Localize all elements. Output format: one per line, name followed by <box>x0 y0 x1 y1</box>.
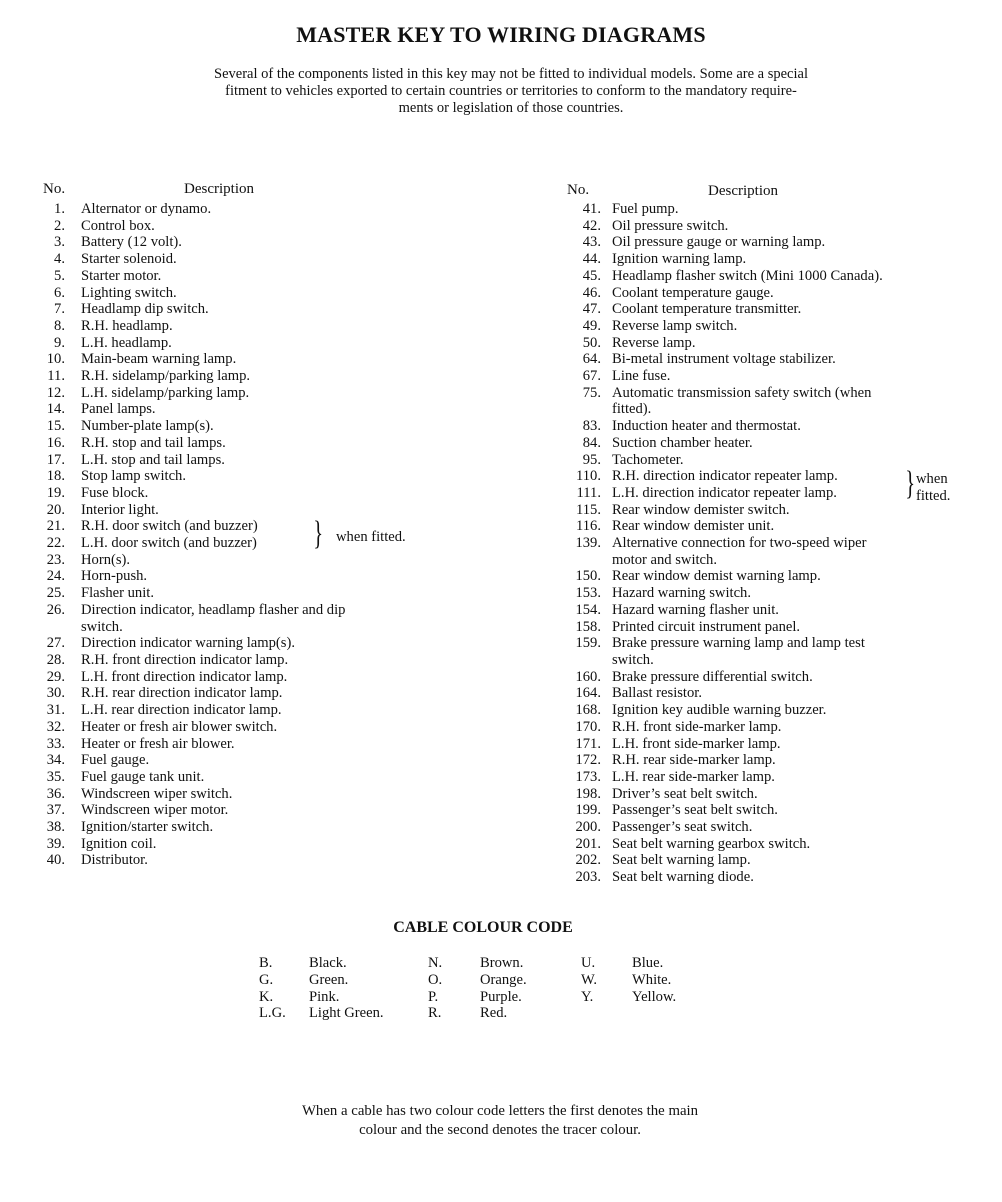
colour-code-letter: Y. <box>581 988 594 1005</box>
item-number: 154. <box>575 601 601 618</box>
colour-name: Yellow. <box>632 988 677 1005</box>
intro-line: ments or legislation of those countries. <box>398 100 624 116</box>
item-description: Number-plate lamp(s). <box>81 418 214 435</box>
item-description: Control box. <box>81 217 155 234</box>
item-description: Fuel gauge. <box>81 752 150 769</box>
key-list-item <box>560 635 980 668</box>
item-number: 43. <box>582 234 601 251</box>
item-description-continued: motor and switch. <box>612 551 717 568</box>
item-number: 172. <box>575 752 601 769</box>
column-header <box>560 181 980 201</box>
item-description: Seat belt warning lamp. <box>612 852 751 869</box>
item-number: 23. <box>46 551 65 568</box>
item-description: L.H. headlamp. <box>81 334 172 351</box>
item-description: Printed circuit instrument panel. <box>612 618 801 635</box>
colour-name: Red. <box>480 1005 508 1022</box>
key-list-item <box>38 335 518 352</box>
item-number: 14. <box>46 401 65 418</box>
left-rows <box>38 201 518 869</box>
key-list-item <box>38 418 518 435</box>
colour-name: Pink. <box>309 988 340 1005</box>
item-number: 6. <box>54 284 65 301</box>
item-number: 199. <box>575 802 601 819</box>
item-number: 49. <box>582 317 601 334</box>
item-number: 170. <box>575 718 601 735</box>
item-number: 10. <box>46 351 65 368</box>
key-list-item <box>560 602 980 619</box>
item-description: Panel lamps. <box>81 401 156 418</box>
item-description: R.H. direction indicator repeater lamp. <box>612 468 838 485</box>
item-description: Interior light. <box>81 501 159 518</box>
key-list-item <box>38 652 518 669</box>
item-description: L.H. sidelamp/parking lamp. <box>81 384 250 401</box>
item-number: 171. <box>575 735 601 752</box>
item-description: Ignition warning lamp. <box>612 251 747 268</box>
item-description: Seat belt warning gearbox switch. <box>612 835 811 852</box>
intro-line: fitment to vehicles exported to certain countries or territories to conform to the mandatory require- <box>225 83 797 99</box>
key-list-item <box>38 635 518 652</box>
item-number: 27. <box>46 635 65 652</box>
key-list-item <box>560 819 980 836</box>
item-number: 150. <box>575 568 601 585</box>
intro-line: Several of the components listed in this key may not be fitted to individual models. Some are a special <box>214 66 808 82</box>
item-number: 67. <box>582 368 601 385</box>
item-number: 158. <box>575 618 601 635</box>
item-number: 37. <box>46 802 65 819</box>
item-number: 9. <box>54 334 65 351</box>
key-list-item <box>38 502 518 519</box>
item-description: Hazard warning switch. <box>612 585 751 602</box>
item-number: 38. <box>46 819 65 836</box>
key-list-item <box>560 685 980 702</box>
header-no: No. <box>43 181 66 197</box>
key-list-item <box>38 452 518 469</box>
key-list-item <box>560 351 980 368</box>
item-number: 47. <box>582 301 601 318</box>
item-description: R.H. sidelamp/parking lamp. <box>81 368 251 385</box>
item-description: L.H. front side-marker lamp. <box>612 735 781 752</box>
item-number: 3. <box>54 234 65 251</box>
item-description: Hazard warning flasher unit. <box>612 601 779 618</box>
item-number: 202. <box>575 852 601 869</box>
key-list-item <box>560 418 980 435</box>
key-list-item <box>38 702 518 719</box>
item-number: 40. <box>46 852 65 869</box>
key-list-item <box>560 518 980 535</box>
item-description: Direction indicator, headlamp flasher and dip <box>81 601 346 618</box>
item-number: 28. <box>46 651 65 668</box>
key-list-item <box>38 802 518 819</box>
item-description: Suction chamber heater. <box>612 434 753 451</box>
item-number: 29. <box>46 668 65 685</box>
key-list-item <box>38 719 518 736</box>
item-description: L.H. direction indicator repeater lamp. <box>612 484 837 501</box>
item-number: 35. <box>46 768 65 785</box>
key-list-item <box>560 568 980 585</box>
page-title: MASTER KEY TO WIRING DIAGRAMS <box>296 22 706 47</box>
colour-name: Blue. <box>632 955 664 971</box>
item-description: Rear window demister switch. <box>612 501 790 518</box>
key-list-item <box>560 869 980 886</box>
item-description: Main-beam warning lamp. <box>81 351 237 368</box>
item-description: Horn(s). <box>81 551 131 568</box>
key-list-item <box>560 335 980 352</box>
item-description: Battery (12 volt). <box>81 234 182 251</box>
item-description: Windscreen wiper motor. <box>81 802 229 819</box>
right-rows <box>560 201 980 886</box>
key-list-item <box>38 301 518 318</box>
item-number: 111. <box>576 484 601 501</box>
item-description: Tachometer. <box>612 451 684 468</box>
item-number: 4. <box>54 251 65 268</box>
item-description: Alternator or dynamo. <box>81 201 212 217</box>
item-description: Reverse lamp switch. <box>612 317 738 334</box>
key-list-item <box>560 301 980 318</box>
key-list-item <box>560 669 980 686</box>
header-description: Description <box>708 183 778 199</box>
key-list-item <box>38 535 518 552</box>
key-list-item <box>38 385 518 402</box>
key-list-item <box>38 234 518 251</box>
key-list-item <box>38 401 518 418</box>
item-description: Heater or fresh air blower. <box>81 735 235 752</box>
item-description: L.H. rear direction indicator lamp. <box>81 702 282 719</box>
item-description: Driver’s seat belt switch. <box>612 785 758 802</box>
item-description: Distributor. <box>81 852 148 869</box>
item-number: 15. <box>46 418 65 435</box>
key-list-item <box>560 619 980 636</box>
colour-code-letter: K. <box>259 988 274 1005</box>
key-list-item <box>38 318 518 335</box>
item-number: 1. <box>54 201 65 217</box>
item-description: Passenger’s seat switch. <box>612 819 753 836</box>
item-description: Ignition/starter switch. <box>81 819 214 836</box>
item-number: 21. <box>46 518 65 535</box>
colour-name: Black. <box>309 955 347 971</box>
key-list-item <box>560 251 980 268</box>
fitted-note-line2: fitted. <box>916 488 951 504</box>
item-number: 25. <box>46 585 65 602</box>
footer-note <box>230 1102 770 1140</box>
item-description: Alternative connection for two-speed wiper <box>612 535 867 552</box>
header-no: No. <box>567 182 590 198</box>
item-description: Automatic transmission safety switch (when <box>612 384 872 401</box>
right-brace-icon: } <box>313 515 324 552</box>
item-description: Fuse block. <box>81 484 149 501</box>
key-list-item <box>38 836 518 853</box>
when-note-line1: when <box>916 471 948 487</box>
colour-code-letter: G. <box>259 971 274 988</box>
key-list-item <box>560 769 980 786</box>
item-description: Starter solenoid. <box>81 251 177 268</box>
key-list-item <box>38 468 518 485</box>
item-description: Bi-metal instrument voltage stabilizer. <box>612 351 836 368</box>
item-number: 12. <box>46 384 65 401</box>
key-list-item <box>38 786 518 803</box>
key-list-item <box>560 234 980 251</box>
item-description: Horn-push. <box>81 568 148 585</box>
key-list-item <box>560 201 980 218</box>
item-description: L.H. stop and tail lamps. <box>81 451 225 468</box>
item-description: Lighting switch. <box>81 284 177 301</box>
key-list-item <box>560 802 980 819</box>
item-number: 153. <box>575 585 601 602</box>
item-number: 50. <box>582 334 601 351</box>
item-description-continued: switch. <box>81 618 123 635</box>
item-number: 42. <box>582 217 601 234</box>
key-list-item <box>560 585 980 602</box>
item-description: L.H. front direction indicator lamp. <box>81 668 288 685</box>
item-description: Induction heater and thermostat. <box>612 418 801 435</box>
item-number: 20. <box>46 501 65 518</box>
item-description: Starter motor. <box>81 267 162 284</box>
key-list-item <box>38 585 518 602</box>
column-header <box>38 181 518 201</box>
colour-code-letter: O. <box>428 971 443 988</box>
key-list-item <box>560 435 980 452</box>
key-list-item <box>560 535 980 568</box>
key-list-item <box>38 268 518 285</box>
item-number: 201. <box>575 835 601 852</box>
item-description: Passenger’s seat belt switch. <box>612 802 778 819</box>
key-list-item <box>38 552 518 569</box>
key-list-item <box>38 351 518 368</box>
item-description: Rear window demist warning lamp. <box>612 568 821 585</box>
colour-code-letter: B. <box>259 955 273 971</box>
key-list-item <box>38 435 518 452</box>
key-list-item <box>38 518 518 535</box>
item-number: 115. <box>576 501 601 518</box>
intro-paragraph <box>118 66 904 117</box>
key-list-item <box>560 786 980 803</box>
colour-name: Purple. <box>480 988 522 1005</box>
item-number: 44. <box>582 251 601 268</box>
colour-name: Light Green. <box>309 1005 384 1022</box>
when-fitted-note: when fitted. <box>336 529 406 545</box>
key-list-item <box>38 251 518 268</box>
item-number: 19. <box>46 484 65 501</box>
key-list-item <box>38 819 518 836</box>
item-number: 110. <box>576 468 601 485</box>
key-list-item <box>38 602 518 635</box>
key-list-item <box>560 368 980 385</box>
item-number: 26. <box>46 601 65 618</box>
key-list-item <box>38 368 518 385</box>
item-description: Headlamp dip switch. <box>81 301 209 318</box>
item-number: 75. <box>582 384 601 401</box>
item-description: Ballast resistor. <box>612 685 702 702</box>
item-number: 41. <box>582 201 601 217</box>
colour-code-letter: L.G. <box>259 1005 286 1022</box>
key-list-item <box>38 568 518 585</box>
key-list-item <box>560 285 980 302</box>
key-list-item <box>560 719 980 736</box>
item-description: R.H. front direction indicator lamp. <box>81 651 289 668</box>
item-number: 16. <box>46 434 65 451</box>
right-brace-icon: } <box>905 465 916 502</box>
key-list-item <box>560 702 980 719</box>
item-description: R.H. door switch (and buzzer) <box>81 518 258 535</box>
item-description: Brake pressure differential switch. <box>612 668 813 685</box>
item-number: 139. <box>575 535 601 552</box>
key-list-item <box>38 852 518 869</box>
item-description: R.H. front side-marker lamp. <box>612 718 782 735</box>
item-description: Windscreen wiper switch. <box>81 785 233 802</box>
key-list-item <box>38 669 518 686</box>
item-number: 95. <box>582 451 601 468</box>
item-description: Ignition key audible warning buzzer. <box>612 702 827 719</box>
item-description: L.H. door switch (and buzzer) <box>81 535 257 552</box>
cable-colour-code-title: CABLE COLOUR CODE <box>393 919 573 936</box>
item-number: 34. <box>46 752 65 769</box>
item-number: 32. <box>46 718 65 735</box>
key-list-item <box>38 285 518 302</box>
item-number: 33. <box>46 735 65 752</box>
item-description: Oil pressure switch. <box>612 217 729 234</box>
item-number: 36. <box>46 785 65 802</box>
item-number: 30. <box>46 685 65 702</box>
item-number: 83. <box>582 418 601 435</box>
key-list-item <box>560 736 980 753</box>
key-list-item <box>560 836 980 853</box>
colour-name: Brown. <box>480 955 524 971</box>
item-description: Rear window demister unit. <box>612 518 775 535</box>
footer-line: When a cable has two colour code letters the first denotes the main <box>301 1103 699 1119</box>
footer-line: colour and the second denotes the tracer colour. <box>359 1122 641 1138</box>
key-list-item <box>560 385 980 418</box>
key-list-item <box>560 852 980 869</box>
item-description: Stop lamp switch. <box>81 468 186 485</box>
item-description: Fuel gauge tank unit. <box>81 768 205 785</box>
item-number: 168. <box>575 702 601 719</box>
item-number: 39. <box>46 835 65 852</box>
item-number: 116. <box>576 518 601 535</box>
key-list-left <box>38 181 518 869</box>
key-list-item <box>38 685 518 702</box>
item-number: 160. <box>575 668 601 685</box>
item-number: 5. <box>54 267 65 284</box>
key-list-item <box>38 752 518 769</box>
item-description: Seat belt warning diode. <box>612 869 754 886</box>
item-description: Direction indicator warning lamp(s). <box>81 635 295 652</box>
item-number: 7. <box>54 301 65 318</box>
key-list-right <box>560 181 980 886</box>
item-number: 200. <box>575 819 601 836</box>
item-description: R.H. stop and tail lamps. <box>81 434 226 451</box>
item-number: 159. <box>575 635 601 652</box>
item-description: Oil pressure gauge or warning lamp. <box>612 234 826 251</box>
item-description: Reverse lamp. <box>612 334 696 351</box>
colour-code-letter: R. <box>428 1005 442 1022</box>
colour-code-letter: U. <box>581 955 596 971</box>
item-description: Coolant temperature gauge. <box>612 284 774 301</box>
item-number: 11. <box>47 368 65 385</box>
item-number: 164. <box>575 685 601 702</box>
key-list-item <box>560 318 980 335</box>
colour-code-letter: W. <box>581 971 598 988</box>
key-list-item <box>560 268 980 285</box>
item-number: 46. <box>582 284 601 301</box>
item-description: Headlamp flasher switch (Mini 1000 Canada). <box>612 267 883 284</box>
item-description-continued: switch. <box>612 651 654 668</box>
item-description: L.H. rear side-marker lamp. <box>612 768 775 785</box>
item-number: 198. <box>575 785 601 802</box>
item-number: 2. <box>54 217 65 234</box>
key-list-item <box>38 769 518 786</box>
colour-name: Green. <box>309 971 349 988</box>
key-list-item <box>38 218 518 235</box>
item-description: Fuel pump. <box>612 201 679 217</box>
colour-code-letter: N. <box>428 955 443 971</box>
item-number: 203. <box>575 869 601 886</box>
key-list-item <box>38 736 518 753</box>
item-description: Flasher unit. <box>81 585 154 602</box>
key-list-item <box>560 752 980 769</box>
item-number: 173. <box>575 768 601 785</box>
item-description: R.H. rear side-marker lamp. <box>612 752 776 769</box>
item-description: Heater or fresh air blower switch. <box>81 718 278 735</box>
item-number: 84. <box>582 434 601 451</box>
item-number: 8. <box>54 317 65 334</box>
key-list-item <box>38 201 518 218</box>
item-number: 22. <box>46 535 65 552</box>
item-number: 18. <box>46 468 65 485</box>
item-description: R.H. rear direction indicator lamp. <box>81 685 283 702</box>
colour-code-letter: P. <box>428 988 439 1005</box>
item-description: Ignition coil. <box>81 835 157 852</box>
item-description: Brake pressure warning lamp and lamp test <box>612 635 865 652</box>
item-number: 45. <box>582 267 601 284</box>
item-description-continued: fitted). <box>612 401 652 418</box>
colour-name: White. <box>632 971 672 988</box>
item-number: 17. <box>46 451 65 468</box>
item-number: 64. <box>582 351 601 368</box>
item-number: 31. <box>46 702 65 719</box>
colour-name: Orange. <box>480 971 527 988</box>
key-list-item <box>560 218 980 235</box>
item-description: Line fuse. <box>612 368 671 385</box>
item-description: R.H. headlamp. <box>81 317 173 334</box>
item-number: 24. <box>46 568 65 585</box>
item-description: Coolant temperature transmitter. <box>612 301 802 318</box>
key-list-item <box>560 452 980 469</box>
key-list-item <box>38 485 518 502</box>
header-description: Description <box>184 181 254 197</box>
